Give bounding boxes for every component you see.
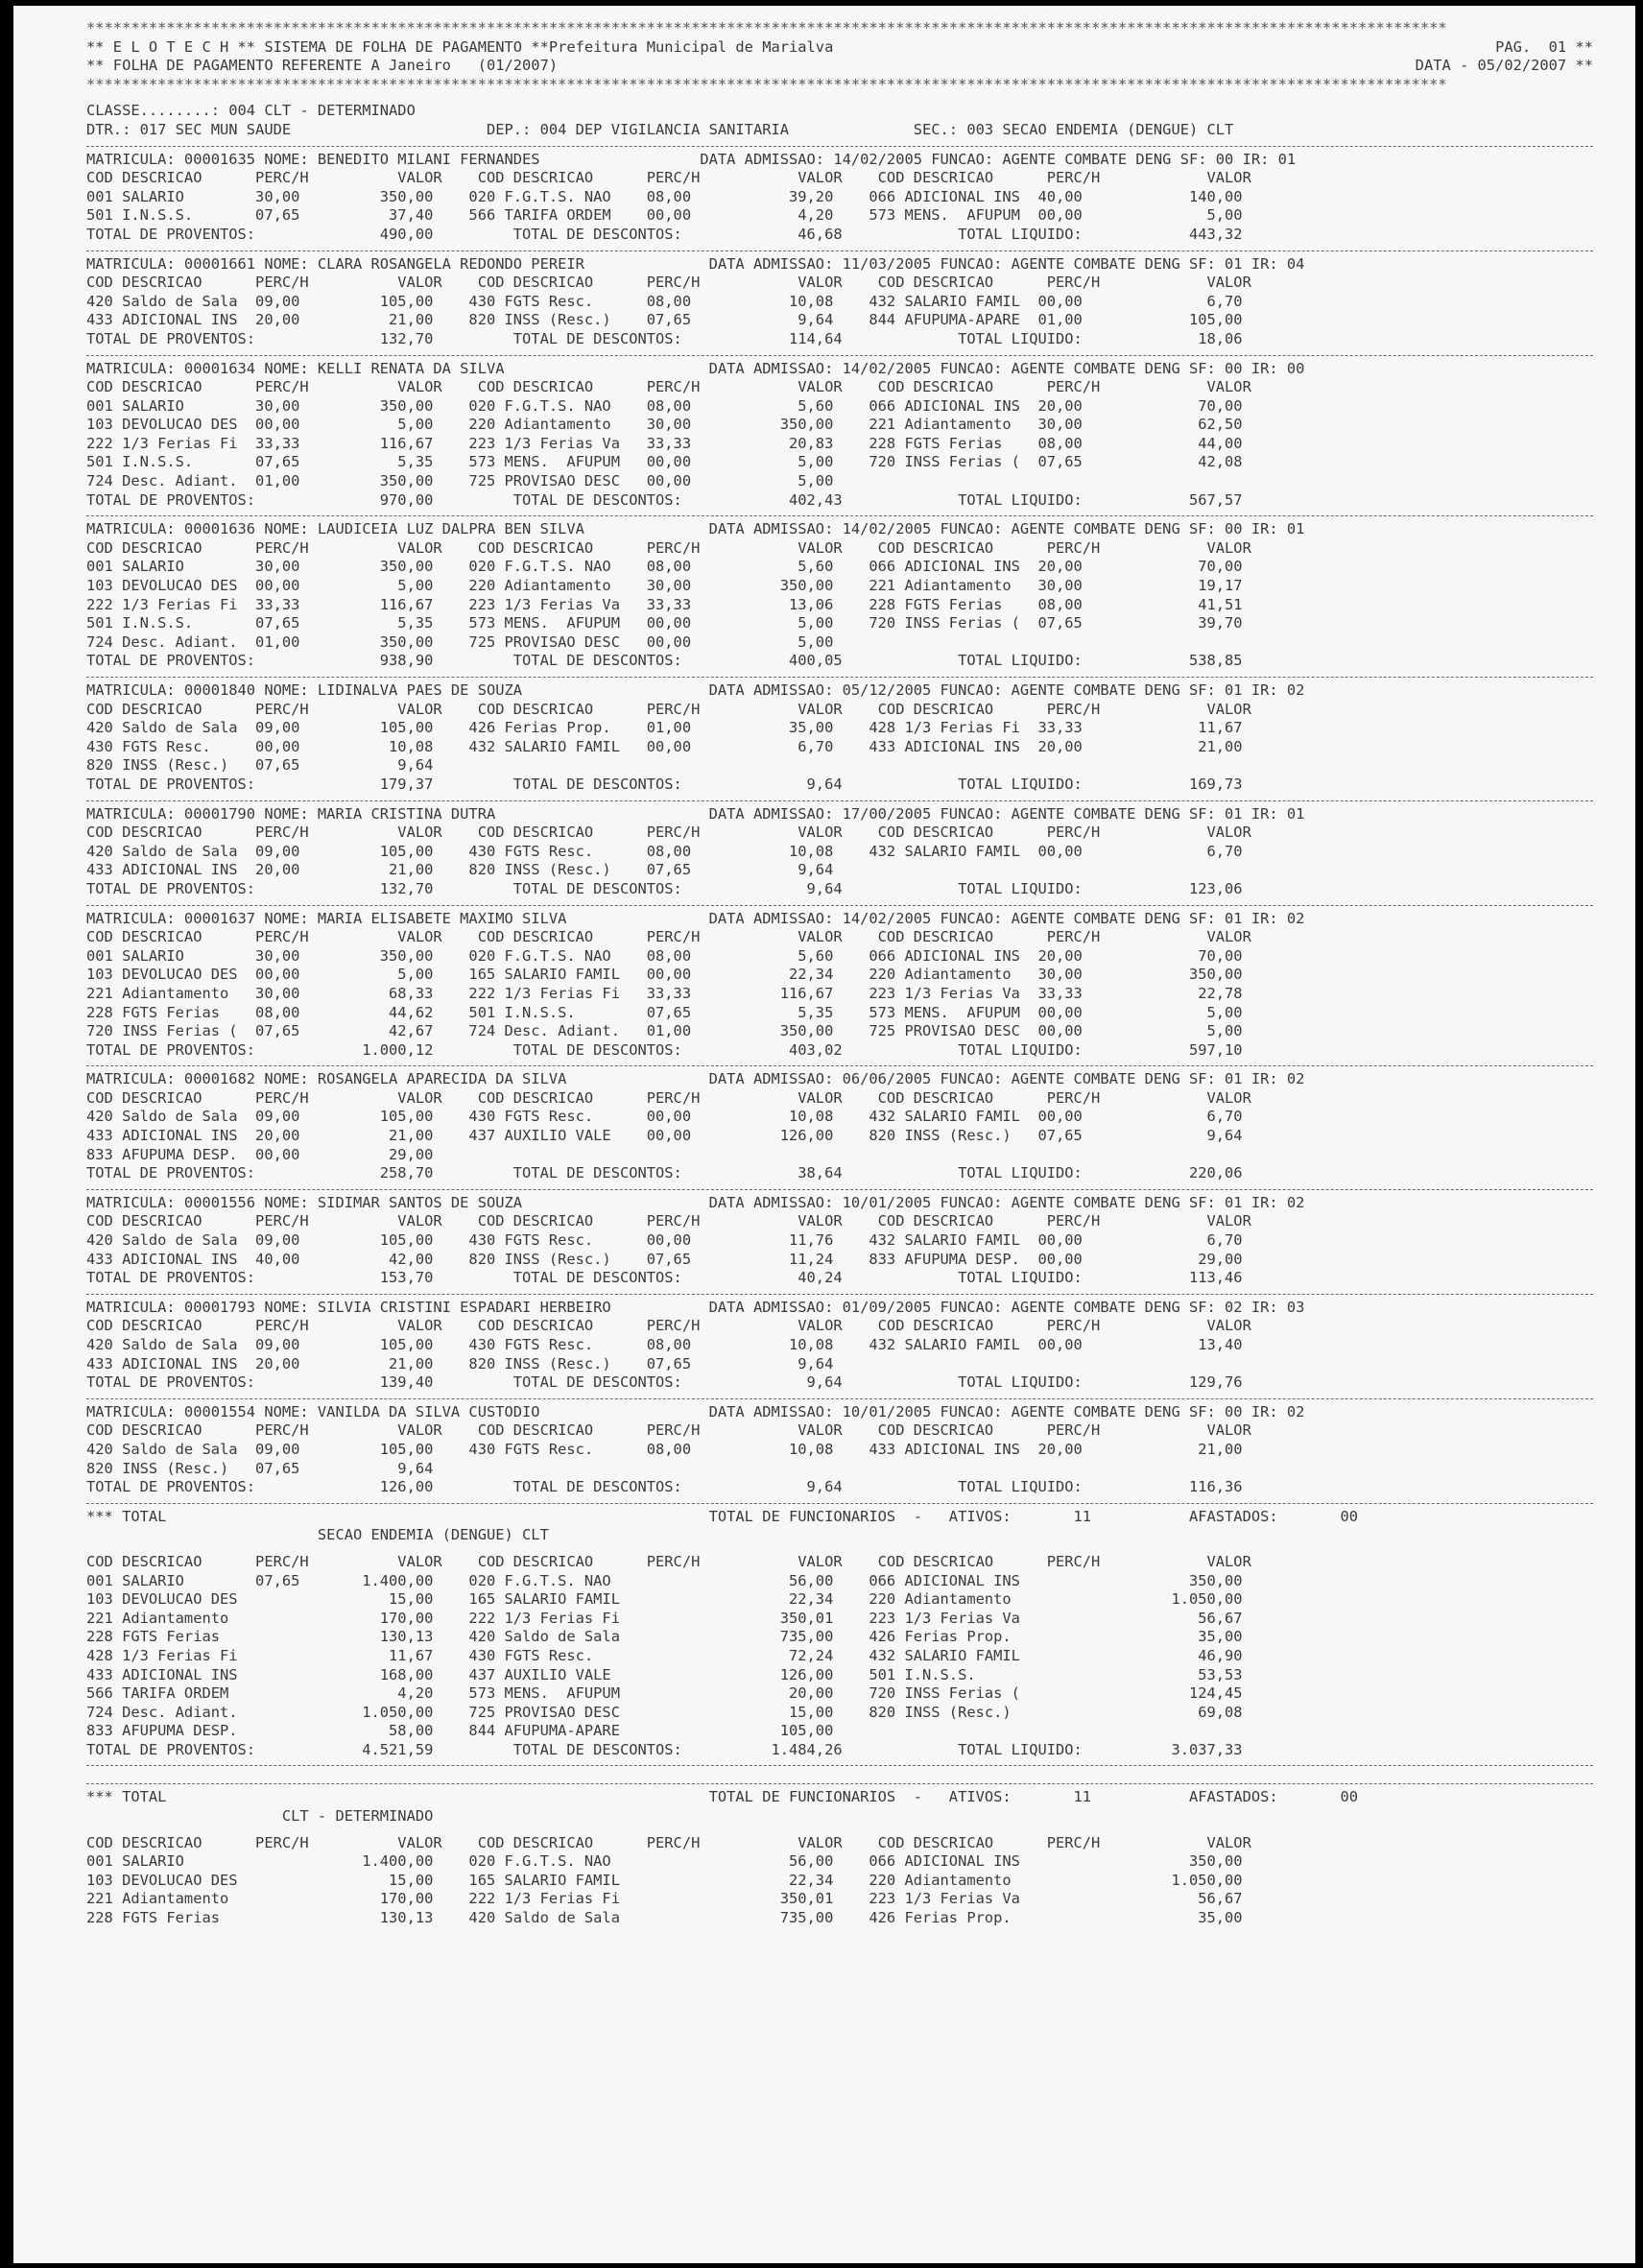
payroll-item-line: 420 Saldo de Sala 09,00 105,00 430 FGTS Resc. 08,00 10,08 433 ADICIONAL INS 20,00 21,00 — [86, 1440, 1243, 1458]
payroll-item-line: 820 INSS (Resc.) 07,65 9,64 — [86, 1459, 434, 1477]
report-header-line-2 — [86, 57, 1593, 76]
employee-header-line: MATRICULA: 00001637 NOME: MARIA ELISABETE MAXIMO SILVA DATA ADMISSAO: 14/02/2005 FUNCAO: AGENTE COMBATE DENG SF: 01 IR: 02 — [86, 909, 1305, 927]
payroll-item-line: 724 Desc. Adiant. 01,00 350,00 725 PROVISAO DESC 00,00 5,00 — [86, 633, 834, 651]
payroll-report — [86, 19, 1593, 1928]
star-divider-top: ********************************************************************************************************************************************************* — [86, 19, 1447, 36]
payroll-item-line: 001 SALARIO 30,00 350,00 020 F.G.T.S. NAO 08,00 5,60 066 ADICIONAL INS 20,00 70,00 — [86, 396, 1243, 415]
employee-totals-line: TOTAL DE PROVENTOS: 132,70 TOTAL DE DESCONTOS: 114,64 TOTAL LIQUIDO: 18,06 — [86, 329, 1243, 347]
column-header-line: COD DESCRICAO PERC/H VALOR COD DESCRICAO PERC/H VALOR COD DESCRICAO PERC/H VALOR — [86, 928, 1251, 946]
totals-item-line: 228 FGTS Ferias 130,13 420 Saldo de Sala 735,00 426 Ferias Prop. 35,00 — [86, 1628, 1243, 1646]
payroll-item-line: 001 SALARIO 30,00 350,00 020 F.G.T.S. NAO 08,00 5,60 066 ADICIONAL INS 20,00 70,00 — [86, 946, 1243, 965]
totals-item-line: 433 ADICIONAL INS 168,00 437 AUXILIO VALE 126,00 501 I.N.S.S. 53,53 — [86, 1665, 1243, 1683]
column-header-line: COD DESCRICAO PERC/H VALOR COD DESCRICAO PERC/H VALOR COD DESCRICAO PERC/H VALOR — [86, 1212, 1251, 1230]
payroll-item-line: 420 Saldo de Sala 09,00 105,00 430 FGTS Resc. 00,00 11,76 432 SALARIO FAMIL 00,00 6,70 — [86, 1231, 1243, 1250]
payroll-item-line: 420 Saldo de Sala 09,00 105,00 430 FGTS Resc. 08,00 10,08 432 SALARIO FAMIL 00,00 6,70 — [86, 842, 1243, 860]
payroll-item-line: 103 DEVOLUCAO DES 00,00 5,00 165 SALARIO FAMIL 00,00 22,34 220 Adiantamento 30,00 350,00 — [86, 966, 1243, 984]
employee-record — [86, 360, 1593, 511]
totals-group-title: SECAO ENDEMIA (DENGUE) CLT — [86, 1526, 549, 1544]
payroll-item-line: 001 SALARIO 30,00 350,00 020 F.G.T.S. NAO 08,00 5,60 066 ADICIONAL INS 20,00 70,00 — [86, 558, 1243, 576]
divider — [86, 1294, 1593, 1295]
payroll-item-line: 222 1/3 Ferias Fi 33,33 116,67 223 1/3 Ferias Va 33,33 13,06 228 FGTS Ferias 08,00 41,51 — [86, 595, 1243, 613]
employee-totals-line: TOTAL DE PROVENTOS: 139,40 TOTAL DE DESCONTOS: 9,64 TOTAL LIQUIDO: 129,76 — [86, 1373, 1243, 1392]
class-total-block — [86, 1788, 1593, 1927]
employee-totals-line: TOTAL DE PROVENTOS: 938,90 TOTAL DE DESCONTOS: 400,05 TOTAL LIQUIDO: 538,85 — [86, 652, 1243, 670]
employee-totals-line: TOTAL DE PROVENTOS: 1.000,12 TOTAL DE DESCONTOS: 403,02 TOTAL LIQUIDO: 597,10 — [86, 1040, 1243, 1059]
divider — [86, 1765, 1593, 1766]
employee-totals-line: TOTAL DE PROVENTOS: 970,00 TOTAL DE DESCONTOS: 402,43 TOTAL LIQUIDO: 567,57 — [86, 490, 1243, 509]
employee-header-line: MATRICULA: 00001635 NOME: BENEDITO MILANI FERNANDES DATA ADMISSAO: 14/02/2005 FUNCAO: AGENTE COMBATE DENG SF: 00 IR: 01 — [86, 150, 1297, 168]
totals-item-line: TOTAL DE PROVENTOS: 4.521,59 TOTAL DE DESCONTOS: 1.484,26 TOTAL LIQUIDO: 3.037,33 — [86, 1740, 1243, 1758]
payroll-item-line: 433 ADICIONAL INS 40,00 42,00 820 INSS (Resc.) 07,65 11,24 833 AFUPUMA DESP. 00,00 29,00 — [86, 1250, 1243, 1268]
payroll-item-line: 501 I.N.S.S. 07,65 5,35 573 MENS. AFUPUM 00,00 5,00 720 INSS Ferias ( 07,65 42,08 — [86, 453, 1243, 471]
employee-header-line: MATRICULA: 00001556 NOME: SIDIMAR SANTOS DE SOUZA DATA ADMISSAO: 10/01/2005 FUNCAO: AGENTE COMBATE DENG SF: 01 IR: 02 — [86, 1193, 1305, 1211]
payroll-item-line: 833 AFUPUMA DESP. 00,00 29,00 — [86, 1145, 434, 1163]
divider — [86, 677, 1593, 678]
class-line: CLASSE........: 004 CLT - DETERMINADO — [86, 102, 416, 120]
employee-header-line: MATRICULA: 00001840 NOME: LIDINALVA PAES DE SOUZA DATA ADMISSAO: 05/12/2005 FUNCAO: AGENTE COMBATE DENG SF: 01 IR: 02 — [86, 681, 1305, 699]
reference-period: ** FOLHA DE PAGAMENTO REFERENTE A Janeiro (01/2007) — [86, 57, 559, 75]
column-header-line: COD DESCRICAO PERC/H VALOR COD DESCRICAO PERC/H VALOR COD DESCRICAO PERC/H VALOR — [86, 274, 1251, 292]
payroll-item-line: 433 ADICIONAL INS 20,00 21,00 820 INSS (Resc.) 07,65 9,64 — [86, 861, 834, 879]
employee-totals-line: TOTAL DE PROVENTOS: 258,70 TOTAL DE DESCONTOS: 38,64 TOTAL LIQUIDO: 220,06 — [86, 1164, 1243, 1182]
employee-header-line: MATRICULA: 00001636 NOME: LAUDICEIA LUZ DALPRA BEN SILVA DATA ADMISSAO: 14/02/2005 FUNCAO: AGENTE COMBATE DENG SF: 00 IR: 01 — [86, 520, 1305, 538]
divider — [86, 905, 1593, 906]
employee-totals-line: TOTAL DE PROVENTOS: 126,00 TOTAL DE DESCONTOS: 9,64 TOTAL LIQUIDO: 116,36 — [86, 1478, 1243, 1496]
column-header-line: COD DESCRICAO PERC/H VALOR COD DESCRICAO PERC/H VALOR COD DESCRICAO PERC/H VALOR — [86, 1421, 1251, 1440]
totals-item-line: 228 FGTS Ferias 130,13 420 Saldo de Sala 735,00 426 Ferias Prop. 35,00 — [86, 1909, 1243, 1927]
employee-header-line: MATRICULA: 00001682 NOME: ROSANGELA APARECIDA DA SILVA DATA ADMISSAO: 06/06/2005 FUNCAO: AGENTE COMBATE DENG SF: 01 IR: 02 — [86, 1070, 1305, 1088]
totals-item-line: 724 Desc. Adiant. 1.050,00 725 PROVISAO DESC 15,00 820 INSS (Resc.) 69,08 — [86, 1703, 1243, 1721]
totals-item-line: 566 TARIFA ORDEM 4,20 573 MENS. AFUPUM 20,00 720 INSS Ferias ( 124,45 — [86, 1684, 1243, 1703]
payroll-item-line: 433 ADICIONAL INS 20,00 21,00 820 INSS (Resc.) 07,65 9,64 844 AFUPUMA-APARE 01,00 105,00 — [86, 311, 1243, 329]
employee-record — [86, 1299, 1593, 1393]
employee-record — [86, 520, 1593, 671]
divider — [86, 146, 1593, 147]
employee-record — [86, 681, 1593, 795]
totals-item-line: COD DESCRICAO PERC/H VALOR COD DESCRICAO PERC/H VALOR COD DESCRICAO PERC/H VALOR — [86, 1552, 1251, 1570]
divider — [86, 1783, 1593, 1784]
employee-totals-line: TOTAL DE PROVENTOS: 490,00 TOTAL DE DESCONTOS: 46,68 TOTAL LIQUIDO: 443,32 — [86, 225, 1243, 243]
totals-group-title: CLT - DETERMINADO — [86, 1807, 434, 1826]
column-header-line: COD DESCRICAO PERC/H VALOR COD DESCRICAO PERC/H VALOR COD DESCRICAO PERC/H VALOR — [86, 700, 1251, 718]
report-date: DATA - 05/02/2007 ** — [1415, 57, 1593, 75]
payroll-item-line: 724 Desc. Adiant. 01,00 350,00 725 PROVISAO DESC 00,00 5,00 — [86, 472, 834, 490]
payroll-item-line: 222 1/3 Ferias Fi 33,33 116,67 223 1/3 Ferias Va 33,33 20,83 228 FGTS Ferias 08,00 44,00 — [86, 434, 1243, 452]
totals-item-line: 221 Adiantamento 170,00 222 1/3 Ferias Fi 350,01 223 1/3 Ferias Va 56,67 — [86, 1890, 1243, 1908]
column-header-line: COD DESCRICAO PERC/H VALOR COD DESCRICAO PERC/H VALOR COD DESCRICAO PERC/H VALOR — [86, 169, 1251, 187]
payroll-item-line: 221 Adiantamento 30,00 68,33 222 1/3 Ferias Fi 33,33 116,67 223 1/3 Ferias Va 33,33 22,78 — [86, 984, 1243, 1002]
payroll-item-line: 501 I.N.S.S. 07,65 5,35 573 MENS. AFUPUM 00,00 5,00 720 INSS Ferias ( 07,65 39,70 — [86, 614, 1243, 633]
employee-header-line: MATRICULA: 00001634 NOME: KELLI RENATA DA SILVA DATA ADMISSAO: 14/02/2005 FUNCAO: AGENTE COMBATE DENG SF: 00 IR: 00 — [86, 359, 1305, 377]
payroll-item-line: 820 INSS (Resc.) 07,65 9,64 — [86, 756, 434, 775]
employee-header-line: MATRICULA: 00001793 NOME: SILVIA CRISTINI ESPADARI HERBEIRO DATA ADMISSAO: 01/09/2005 FUNCAO: AGENTE COMBATE DENG SF: 02 IR: 03 — [86, 1298, 1305, 1316]
divider — [86, 355, 1593, 356]
employee-header-line: MATRICULA: 00001661 NOME: CLARA ROSANGELA REDONDO PEREIR DATA ADMISSAO: 11/03/2005 FUNCAO: AGENTE COMBATE DENG SF: 01 IR: 04 — [86, 254, 1305, 273]
payroll-item-line: 420 Saldo de Sala 09,00 105,00 430 FGTS Resc. 08,00 10,08 432 SALARIO FAMIL 00,00 6,70 — [86, 292, 1243, 310]
page-number: PAG. 01 ** — [1495, 37, 1593, 56]
divider — [86, 1189, 1593, 1190]
column-header-line: COD DESCRICAO PERC/H VALOR COD DESCRICAO PERC/H VALOR COD DESCRICAO PERC/H VALOR — [86, 1317, 1251, 1335]
totals-item-line: 103 DEVOLUCAO DES 15,00 165 SALARIO FAMIL 22,34 220 Adiantamento 1.050,00 — [86, 1590, 1243, 1609]
payroll-item-line: 430 FGTS Resc. 00,00 10,08 432 SALARIO FAMIL 00,00 6,70 433 ADICIONAL INS 20,00 21,00 — [86, 737, 1243, 755]
totals-item-line: 103 DEVOLUCAO DES 15,00 165 SALARIO FAMIL 22,34 220 Adiantamento 1.050,00 — [86, 1871, 1243, 1889]
divider — [86, 1065, 1593, 1066]
payroll-page — [13, 6, 1635, 2263]
payroll-item-line: 720 INSS Ferias ( 07,65 42,67 724 Desc. Adiant. 01,00 350,00 725 PROVISAO DESC 00,00 5,00 — [86, 1022, 1243, 1040]
payroll-item-line: 420 Saldo de Sala 09,00 105,00 426 Ferias Prop. 01,00 35,00 428 1/3 Ferias Fi 33,33 11,67 — [86, 719, 1243, 737]
totals-item-line: 833 AFUPUMA DESP. 58,00 844 AFUPUMA-APARE 105,00 — [86, 1722, 834, 1740]
employee-record — [86, 151, 1593, 245]
divider — [86, 800, 1593, 801]
payroll-item-line: 433 ADICIONAL INS 20,00 21,00 437 AUXILIO VALE 00,00 126,00 820 INSS (Resc.) 07,65 9,64 — [86, 1127, 1243, 1145]
totals-item-line: 001 SALARIO 07,65 1.400,00 020 F.G.T.S. NAO 56,00 066 ADICIONAL INS 350,00 — [86, 1571, 1243, 1589]
payroll-item-line: 420 Saldo de Sala 09,00 105,00 430 FGTS Resc. 08,00 10,08 432 SALARIO FAMIL 00,00 13,40 — [86, 1336, 1243, 1353]
department-line: DTR.: 017 SEC MUN SAUDE DEP.: 004 DEP VIGILANCIA SANITARIA SEC.: 003 SECAO ENDEMIA (DENGUE) CLT — [86, 120, 1234, 138]
totals-item-line: 428 1/3 Ferias Fi 11,67 430 FGTS Resc. 72,24 432 SALARIO FAMIL 46,90 — [86, 1646, 1243, 1664]
column-header-line: COD DESCRICAO PERC/H VALOR COD DESCRICAO PERC/H VALOR COD DESCRICAO PERC/H VALOR — [86, 378, 1251, 396]
employee-record — [86, 255, 1593, 349]
payroll-item-line: 433 ADICIONAL INS 20,00 21,00 820 INSS (Resc.) 07,65 9,64 — [86, 1354, 834, 1373]
employee-header-line: MATRICULA: 00001554 NOME: VANILDA DA SILVA CUSTODIO DATA ADMISSAO: 10/01/2005 FUNCAO: AGENTE COMBATE DENG SF: 00 IR: 02 — [86, 1402, 1305, 1420]
employee-record — [86, 910, 1593, 1061]
employee-record — [86, 1194, 1593, 1288]
section-total-block — [86, 1508, 1593, 1760]
report-header-line-1 — [86, 38, 1593, 58]
employee-record — [86, 1403, 1593, 1497]
column-header-line: COD DESCRICAO PERC/H VALOR COD DESCRICAO PERC/H VALOR COD DESCRICAO PERC/H VALOR — [86, 824, 1251, 842]
employee-records — [86, 151, 1593, 1497]
payroll-item-line: 103 DEVOLUCAO DES 00,00 5,00 220 Adiantamento 30,00 350,00 221 Adiantamento 30,00 19,17 — [86, 577, 1243, 595]
totals-item-line: 221 Adiantamento 170,00 222 1/3 Ferias Fi 350,01 223 1/3 Ferias Va 56,67 — [86, 1609, 1243, 1627]
divider — [86, 1503, 1593, 1504]
column-header-line: COD DESCRICAO PERC/H VALOR COD DESCRICAO PERC/H VALOR COD DESCRICAO PERC/H VALOR — [86, 538, 1251, 557]
payroll-item-line: 420 Saldo de Sala 09,00 105,00 430 FGTS Resc. 00,00 10,08 432 SALARIO FAMIL 00,00 6,70 — [86, 1108, 1243, 1126]
totals-header-line: *** TOTAL TOTAL DE FUNCIONARIOS - ATIVOS: 11 AFASTADOS: 00 — [86, 1788, 1359, 1806]
employee-header-line: MATRICULA: 00001790 NOME: MARIA CRISTINA DUTRA DATA ADMISSAO: 17/00/2005 FUNCAO: AGENTE COMBATE DENG SF: 01 IR: 01 — [86, 804, 1305, 823]
employee-record — [86, 1070, 1593, 1183]
payroll-item-line: 228 FGTS Ferias 08,00 44,62 501 I.N.S.S. 07,65 5,35 573 MENS. AFUPUM 00,00 5,00 — [86, 1003, 1243, 1021]
employee-record — [86, 805, 1593, 899]
employee-totals-line: TOTAL DE PROVENTOS: 179,37 TOTAL DE DESCONTOS: 9,64 TOTAL LIQUIDO: 169,73 — [86, 775, 1243, 793]
divider — [86, 515, 1593, 516]
star-divider-bottom: ********************************************************************************************************************************************************* — [86, 75, 1447, 93]
employee-totals-line: TOTAL DE PROVENTOS: 132,70 TOTAL DE DESCONTOS: 9,64 TOTAL LIQUIDO: 123,06 — [86, 879, 1243, 897]
totals-item-line: COD DESCRICAO PERC/H VALOR COD DESCRICAO PERC/H VALOR COD DESCRICAO PERC/H VALOR — [86, 1833, 1251, 1851]
payroll-item-line: 501 I.N.S.S. 07,65 37,40 566 TARIFA ORDEM 00,00 4,20 573 MENS. AFUPUM 00,00 5,00 — [86, 206, 1243, 225]
column-header-line: COD DESCRICAO PERC/H VALOR COD DESCRICAO PERC/H VALOR COD DESCRICAO PERC/H VALOR — [86, 1088, 1251, 1107]
divider — [86, 1398, 1593, 1399]
totals-header-line: *** TOTAL TOTAL DE FUNCIONARIOS - ATIVOS: 11 AFASTADOS: 00 — [86, 1507, 1359, 1525]
totals-item-line: 001 SALARIO 1.400,00 020 F.G.T.S. NAO 56,00 066 ADICIONAL INS 350,00 — [86, 1852, 1243, 1871]
payroll-item-line: 001 SALARIO 30,00 350,00 020 F.G.T.S. NAO 08,00 39,20 066 ADICIONAL INS 40,00 140,00 — [86, 187, 1243, 205]
system-title: ** E L O T E C H ** SISTEMA DE FOLHA DE PAGAMENTO **Prefeitura Municipal de Marialva — [86, 37, 834, 56]
payroll-item-line: 103 DEVOLUCAO DES 00,00 5,00 220 Adiantamento 30,00 350,00 221 Adiantamento 30,00 62,50 — [86, 416, 1243, 434]
employee-totals-line: TOTAL DE PROVENTOS: 153,70 TOTAL DE DESCONTOS: 40,24 TOTAL LIQUIDO: 113,46 — [86, 1269, 1243, 1287]
